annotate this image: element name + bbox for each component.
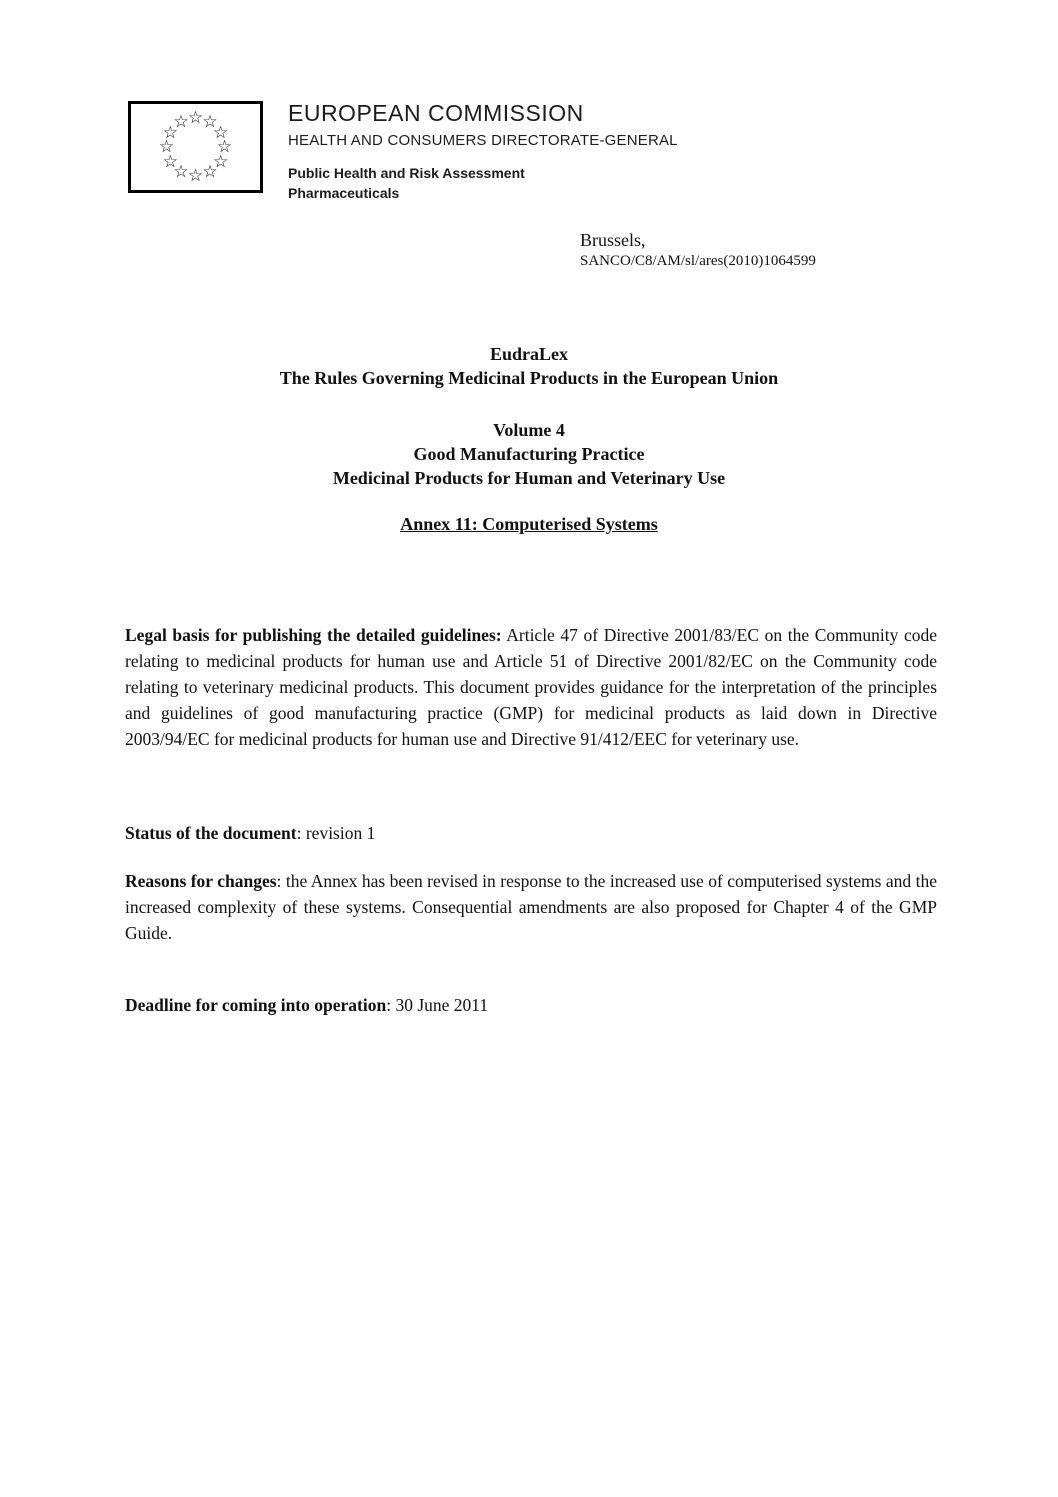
eu-flag-logo — [128, 101, 263, 193]
eu-star-icon: ☆ — [216, 137, 233, 157]
deadline-paragraph — [125, 992, 937, 1018]
reference-block — [580, 228, 816, 271]
reference-number: SANCO/C8/AM/sl/ares(2010)1064599 — [580, 253, 816, 269]
legal-basis-paragraph — [125, 622, 937, 752]
status-paragraph — [125, 820, 937, 846]
eu-star-icon: ☆ — [162, 122, 178, 143]
deadline-text: : 30 June 2011 — [386, 995, 489, 1015]
title-eudralex: EudraLex — [489, 344, 568, 364]
institution-name: EUROPEAN COMMISSION — [288, 100, 584, 126]
reasons-text: : the Annex has been revised in response to the increased use of computerised systems and the increased complexity of these systems. Consequential amendments are also proposed for Chapter 4 of the GMP Guide. — [125, 871, 938, 943]
eu-star-icon: ☆ — [202, 111, 218, 132]
title-block — [0, 342, 1058, 536]
reasons-label: Reasons for changes — [125, 871, 277, 891]
department-name: Public Health and Risk Assessment — [288, 165, 525, 181]
eu-star-icon: ☆ — [158, 137, 175, 157]
directorate-name: HEALTH AND CONSUMERS DIRECTORATE-GENERAL — [288, 132, 678, 149]
eu-star-icon: ☆ — [212, 151, 229, 172]
document-header — [288, 100, 678, 201]
legal-basis-text: Article 47 of Directive 2001/83/EC on the Community code relating to medicinal products for human use and Article 51 of Directive 2001/82/EC on the Community code relating to veterinary medicinal products. This document provides guidance for the interpretation of the principles and guidelines of good manufacturing practice (GMP) for medicinal products as laid down in Directive 2003/94/EC for medicinal products for human use and Directive 91/412/EEC for veterinary use. — [125, 625, 937, 749]
deadline-label: Deadline for coming into operation — [125, 995, 387, 1015]
title-spacer — [0, 390, 1058, 418]
reasons-paragraph — [125, 868, 937, 946]
eu-star-icon: ☆ — [162, 151, 178, 172]
eu-star-icon: ☆ — [173, 111, 189, 132]
status-text: : revision 1 — [296, 823, 376, 843]
place-line: Brussels, — [580, 230, 646, 250]
unit-name: Pharmaceuticals — [288, 185, 400, 201]
title-gmp: Good Manufacturing Practice — [413, 444, 645, 464]
legal-basis-label: Legal basis for publishing the detailed guidelines: — [125, 625, 502, 645]
title-products: Medicinal Products for Human and Veterinary Use — [332, 468, 726, 488]
status-label: Status of the document — [125, 823, 297, 843]
eu-star-icon: ☆ — [173, 162, 189, 183]
title-volume: Volume 4 — [493, 420, 565, 440]
title-spacer — [0, 490, 1058, 512]
annex-title: Annex 11: Computerised Systems — [400, 514, 658, 534]
title-rules: The Rules Governing Medicinal Products in the European Union — [279, 368, 779, 388]
eu-star-icon: ☆ — [187, 166, 204, 186]
eu-star-icon: ☆ — [212, 122, 229, 143]
eu-star-icon: ☆ — [187, 108, 204, 128]
eu-star-icon: ☆ — [202, 162, 218, 183]
